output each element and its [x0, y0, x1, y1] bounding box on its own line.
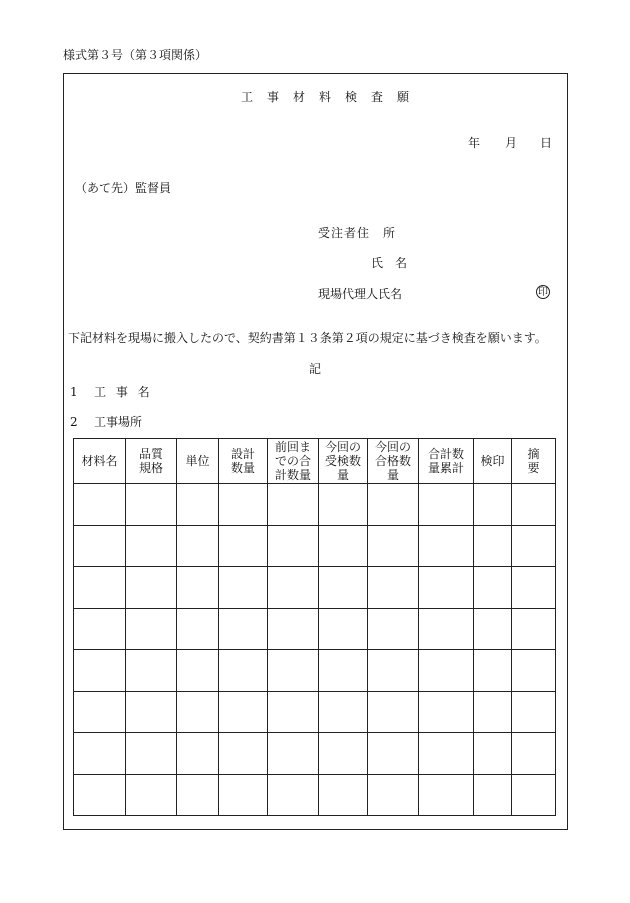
table-cell[interactable]: [368, 691, 419, 733]
table-body: [74, 484, 556, 816]
seal-mark: 印: [538, 287, 548, 298]
table-cell[interactable]: [268, 567, 319, 609]
table-cell[interactable]: [126, 608, 177, 650]
table-cell[interactable]: [177, 650, 219, 692]
table-cell[interactable]: [474, 484, 512, 526]
table-cell[interactable]: [126, 484, 177, 526]
form-title: 工事材料検査願: [241, 90, 424, 104]
agent-name-label: 現場代理人氏名: [318, 287, 403, 301]
table-cell[interactable]: [319, 484, 368, 526]
table-cell[interactable]: [219, 733, 268, 775]
table-cell[interactable]: [74, 608, 126, 650]
table-cell[interactable]: [268, 608, 319, 650]
date-day: 日: [540, 136, 553, 150]
table-cell[interactable]: [474, 525, 512, 567]
table-cell[interactable]: [126, 733, 177, 775]
table-cell[interactable]: [368, 567, 419, 609]
table-cell[interactable]: [512, 525, 556, 567]
table-cell[interactable]: [368, 484, 419, 526]
table-cell[interactable]: [319, 733, 368, 775]
col-previous-total: 前回ま での合 計数量: [268, 439, 319, 484]
table-cell[interactable]: [368, 525, 419, 567]
table-cell[interactable]: [74, 484, 126, 526]
table-cell[interactable]: [419, 774, 474, 816]
table-cell[interactable]: [74, 567, 126, 609]
col-inspected-quantity: 今回の 受検数 量: [319, 439, 368, 484]
table-cell[interactable]: [419, 608, 474, 650]
table-cell[interactable]: [512, 733, 556, 775]
table-row: [74, 525, 556, 567]
table-header-row: [74, 439, 556, 484]
table-cell[interactable]: [126, 567, 177, 609]
form-number: 様式第３号（第３項関係）: [63, 48, 208, 62]
date-year: 年: [468, 136, 481, 150]
note-heading: 記: [309, 362, 322, 376]
table-cell[interactable]: [368, 774, 419, 816]
table-cell[interactable]: [512, 608, 556, 650]
table-row: [74, 691, 556, 733]
table-row: [74, 733, 556, 775]
materials-table: [73, 438, 556, 816]
table-cell[interactable]: [319, 567, 368, 609]
table-cell[interactable]: [126, 525, 177, 567]
item-label-construction-site: 工事場所: [94, 415, 143, 429]
table-cell[interactable]: [419, 650, 474, 692]
table-cell[interactable]: [419, 567, 474, 609]
table-cell[interactable]: [74, 733, 126, 775]
table-cell[interactable]: [74, 691, 126, 733]
table-row: [74, 650, 556, 692]
table-cell[interactable]: [268, 484, 319, 526]
table-cell[interactable]: [219, 774, 268, 816]
table-cell[interactable]: [268, 650, 319, 692]
table-cell[interactable]: [512, 484, 556, 526]
table-cell[interactable]: [474, 567, 512, 609]
table-row: [74, 567, 556, 609]
table-cell[interactable]: [126, 650, 177, 692]
col-passed-quantity: 今回の 合格数 量: [368, 439, 419, 484]
table-cell[interactable]: [74, 525, 126, 567]
table-cell[interactable]: [126, 774, 177, 816]
col-remarks: 摘 要: [512, 439, 556, 484]
table-cell[interactable]: [474, 650, 512, 692]
contractor-address-label: 受注者住 所: [318, 226, 397, 240]
table-cell[interactable]: [512, 650, 556, 692]
table-cell[interactable]: [512, 691, 556, 733]
col-quality-spec: 品質 規格: [126, 439, 177, 484]
table-cell[interactable]: [268, 525, 319, 567]
table-cell[interactable]: [219, 525, 268, 567]
table-cell[interactable]: [219, 650, 268, 692]
table-cell[interactable]: [419, 691, 474, 733]
table-cell[interactable]: [177, 608, 219, 650]
table-cell[interactable]: [268, 774, 319, 816]
contractor-name-label: 氏 名: [371, 256, 408, 270]
item-label-construction-name: 工 事 名: [94, 385, 153, 399]
item-number-2: 2: [70, 415, 78, 429]
table-cell[interactable]: [74, 650, 126, 692]
table-cell[interactable]: [512, 567, 556, 609]
table-cell[interactable]: [177, 691, 219, 733]
table-cell[interactable]: [474, 733, 512, 775]
table-cell[interactable]: [368, 608, 419, 650]
col-unit: 単位: [177, 439, 219, 484]
table-cell[interactable]: [319, 774, 368, 816]
table-cell[interactable]: [474, 774, 512, 816]
col-cumulative-total: 合計数 量累計: [419, 439, 474, 484]
table-cell[interactable]: [419, 525, 474, 567]
table-cell[interactable]: [368, 650, 419, 692]
table-cell[interactable]: [319, 650, 368, 692]
col-material-name: 材料名: [74, 439, 126, 484]
table-cell[interactable]: [419, 733, 474, 775]
table-cell[interactable]: [177, 733, 219, 775]
item-number-1: 1: [70, 385, 78, 399]
table-cell[interactable]: [512, 774, 556, 816]
table-cell[interactable]: [177, 774, 219, 816]
addressee: （あて先）監督員: [75, 181, 172, 195]
table-row: [74, 484, 556, 526]
table-cell[interactable]: [74, 774, 126, 816]
table-cell[interactable]: [219, 484, 268, 526]
col-design-quantity: 設計 数量: [219, 439, 268, 484]
table-cell[interactable]: [319, 525, 368, 567]
table-cell[interactable]: [268, 733, 319, 775]
table-cell[interactable]: [419, 484, 474, 526]
table-cell[interactable]: [219, 567, 268, 609]
table-cell[interactable]: [177, 525, 219, 567]
table-cell[interactable]: [177, 567, 219, 609]
table-cell[interactable]: [219, 691, 268, 733]
table-cell[interactable]: [319, 691, 368, 733]
table-cell[interactable]: [177, 484, 219, 526]
table-cell[interactable]: [268, 691, 319, 733]
table-cell[interactable]: [368, 733, 419, 775]
date-month: 月: [505, 136, 518, 150]
request-text: 下記材料を現場に搬入したので、契約書第１３条第２項の規定に基づき検査を願います。: [68, 331, 547, 345]
table-cell[interactable]: [474, 691, 512, 733]
table-cell[interactable]: [126, 691, 177, 733]
table-cell[interactable]: [474, 608, 512, 650]
table-cell[interactable]: [219, 608, 268, 650]
col-inspection-stamp: 検印: [474, 439, 512, 484]
table-row: [74, 774, 556, 816]
table-cell[interactable]: [319, 608, 368, 650]
table-row: [74, 608, 556, 650]
